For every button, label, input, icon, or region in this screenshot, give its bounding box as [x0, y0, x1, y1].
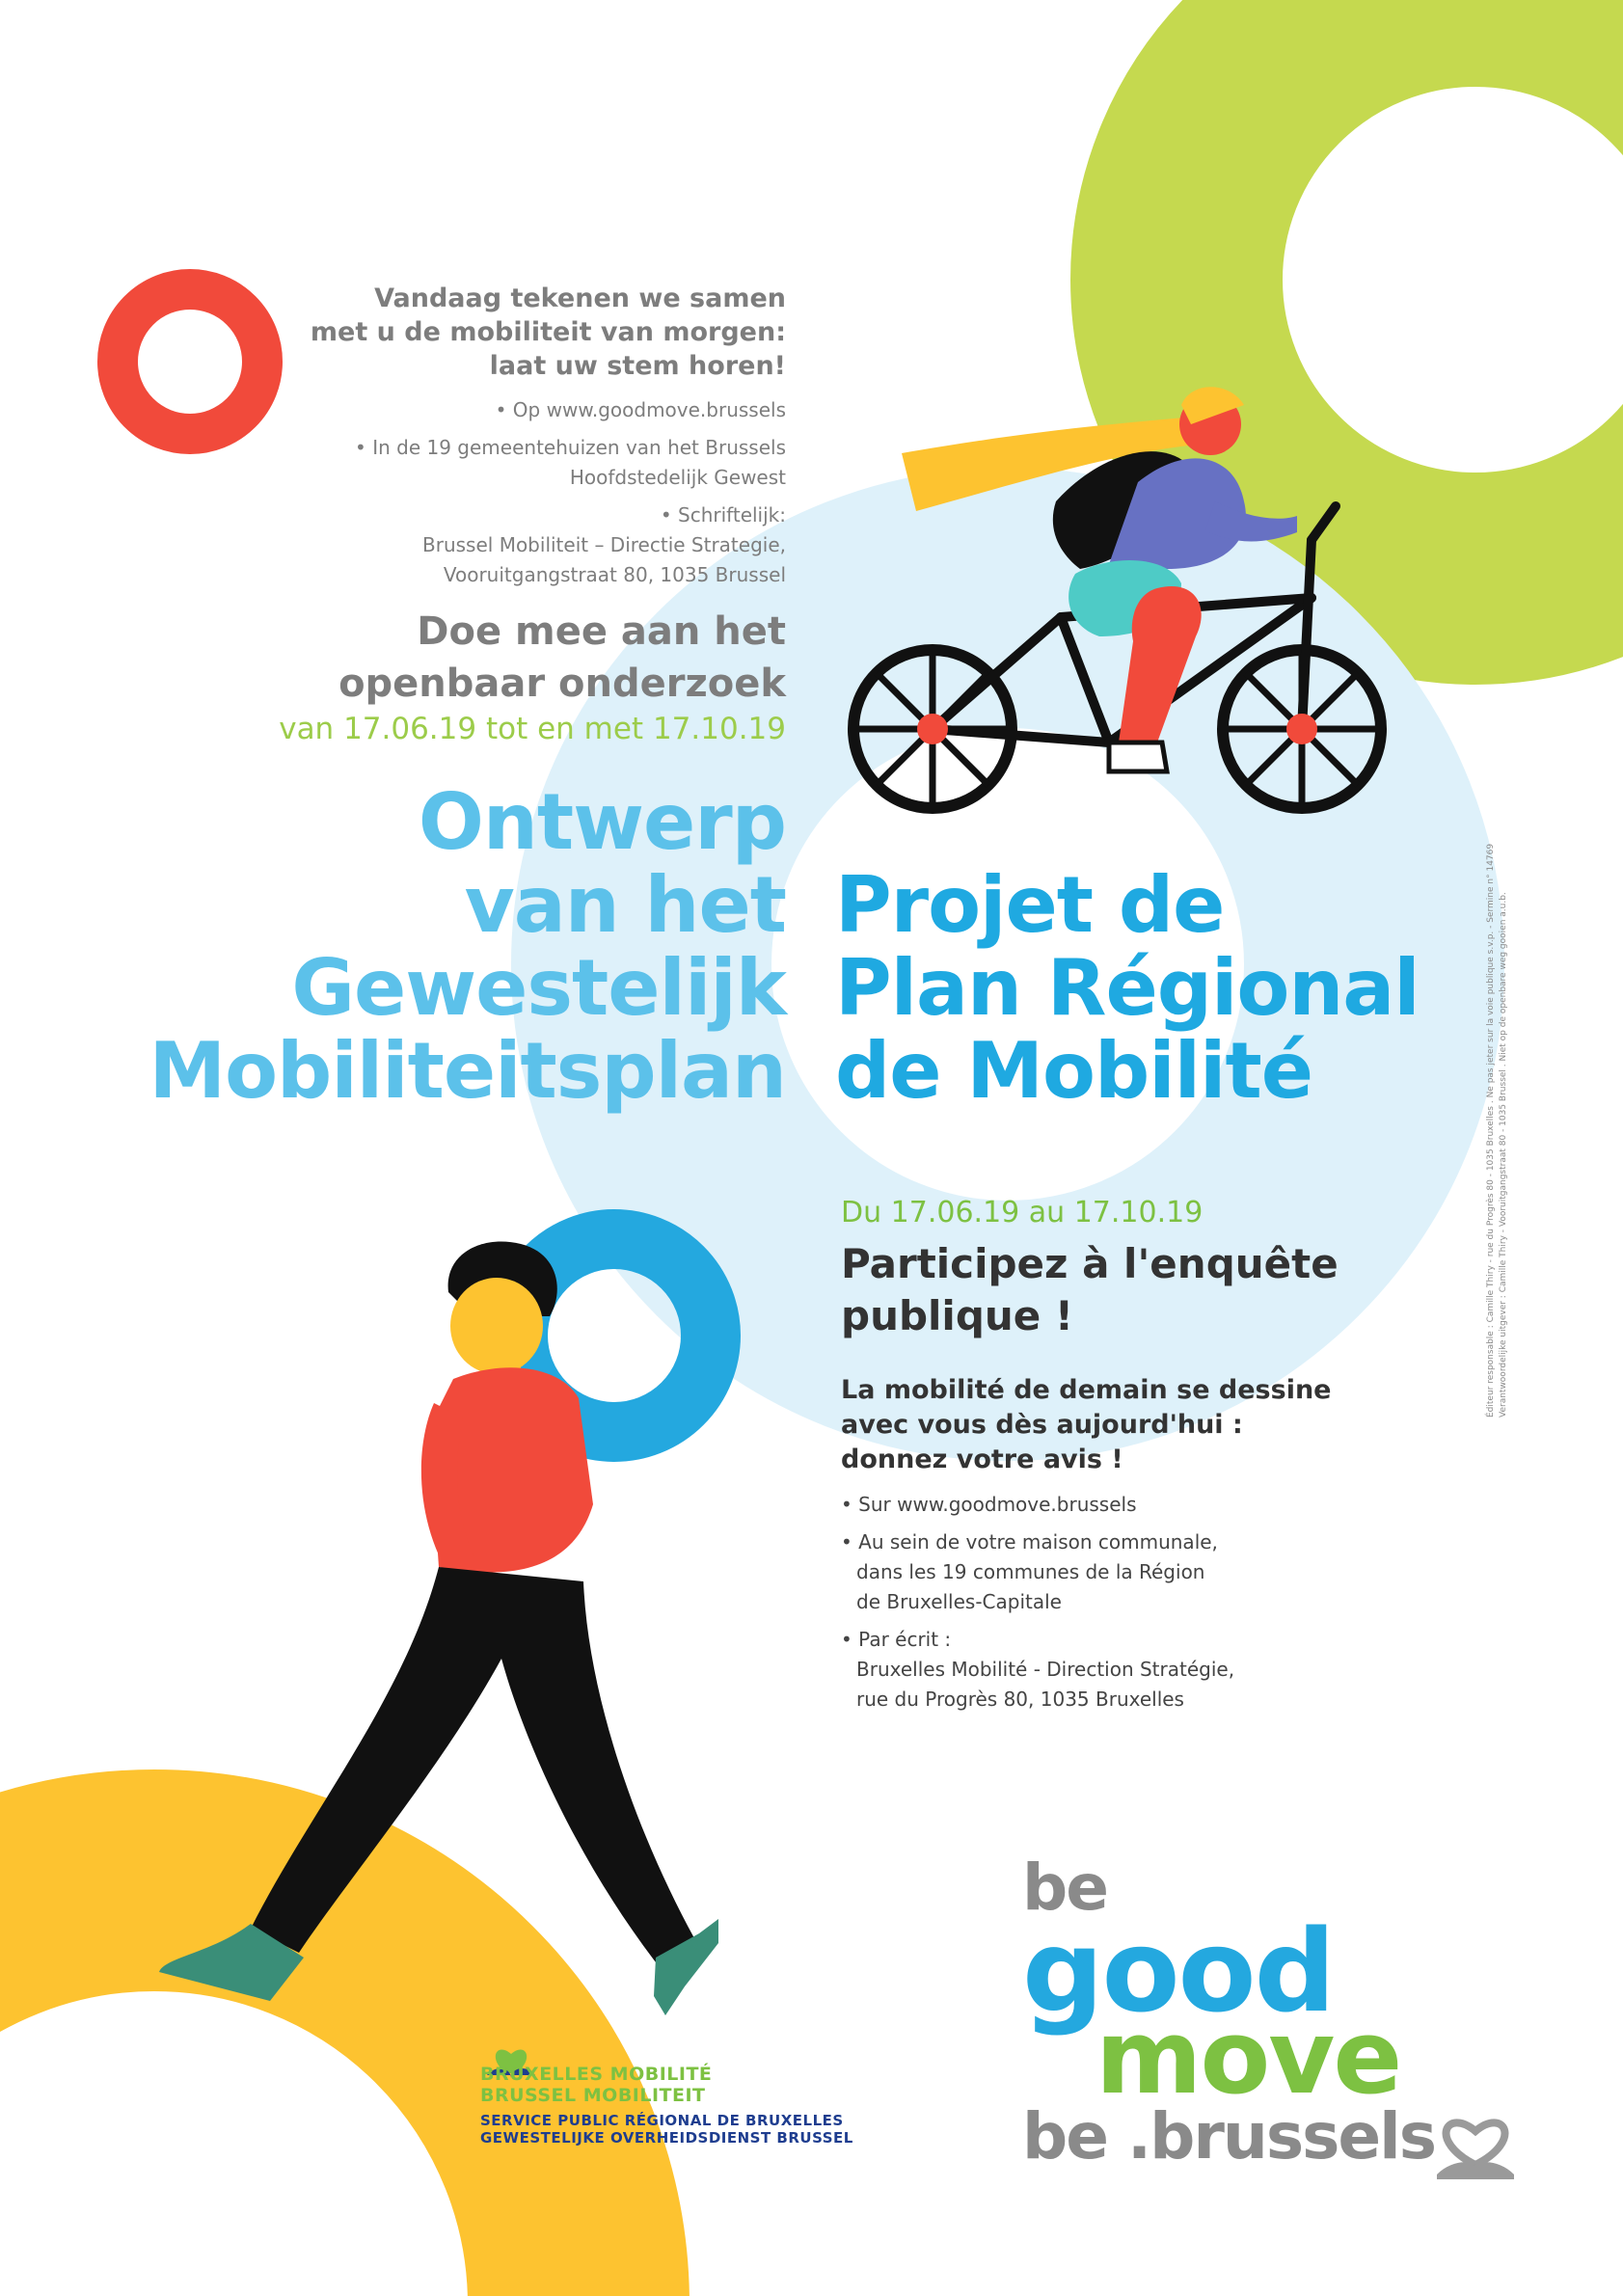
nl-title: Ontwerp van het Gewestelijk Mobiliteitsplan [149, 777, 786, 1116]
list-item: • Par écrit : Bruxelles Mobilité - Direction Stratégie, rue du Progrès 80, 1035 Bruxelles [841, 1628, 1235, 1711]
nl-intro-line: laat uw stem horen! [489, 351, 786, 381]
nl-date-range: van 17.06.19 tot en met 17.10.19 [279, 712, 786, 746]
nl-intro-line: met u de mobiliteit van morgen: [310, 317, 786, 347]
fr-call-to-action: Participez à l'enquête publique ! [841, 1240, 1339, 1339]
fr-date-range: Du 17.06.19 au 17.10.19 [841, 1196, 1204, 1229]
legal-side-text: Éditeur responsable : Camille Thiry - rue du Progrès 80 - 1035 Bruxelles . Ne pas jeter sur la voie publique s.v.p. - Sermine n° 14769 Verantwoordelijke uitgever : Camille Thiry - Vooruitgangstraat 80 - 1035 Brussel . Niet op de openbare weg gooien a.u.b. [1486, 843, 1508, 1418]
list-item: • Sur www.goodmove.brussels [841, 1493, 1137, 1516]
fr-title: Projet de Plan Régional de Mobilité [835, 860, 1420, 1116]
nl-intro [246, 282, 786, 383]
list-item: • Op www.goodmove.brussels [495, 398, 786, 421]
nl-call-to-action: Doe mee aan het openbaar onderzoek [338, 609, 786, 706]
fr-participation-list [841, 1490, 1381, 1722]
nl-intro-line: Vandaag tekenen we samen [374, 284, 786, 313]
red-ring [118, 289, 262, 434]
nl-participation-list [246, 395, 786, 598]
brussels-heart-icon [1437, 2122, 1514, 2179]
fr-intro: La mobilité de demain se dessine avec vous dès aujourd'hui : donnez votre avis ! [841, 1375, 1332, 1474]
face [450, 1278, 543, 1374]
list-item: • In de 19 gemeentehuizen van het Brussels Hoofdstedelijk Gewest [355, 436, 786, 489]
list-item: • Au sein de votre maison communale, dans les 19 communes de la Région de Bruxelles-Capitale [841, 1530, 1218, 1613]
shoe [1109, 743, 1167, 771]
bruxelles-mobilite-logo: BRUXELLES MOBILITÉ BRUSSEL MOBILITEIT SERVICE PUBLIC RÉGIONAL DE BRUXELLES GEWESTELIJKE OVERHEIDSDIENST BRUSSEL [480, 2064, 853, 2147]
good-move-logo: be good move be .brussels [1022, 1850, 1436, 2174]
green-ring [1177, 0, 1623, 579]
list-item: • Schriftelijk: Brussel Mobiliteit – Directie Strategie, Vooruitgangstraat 80, 1035 Brussel [422, 503, 786, 586]
